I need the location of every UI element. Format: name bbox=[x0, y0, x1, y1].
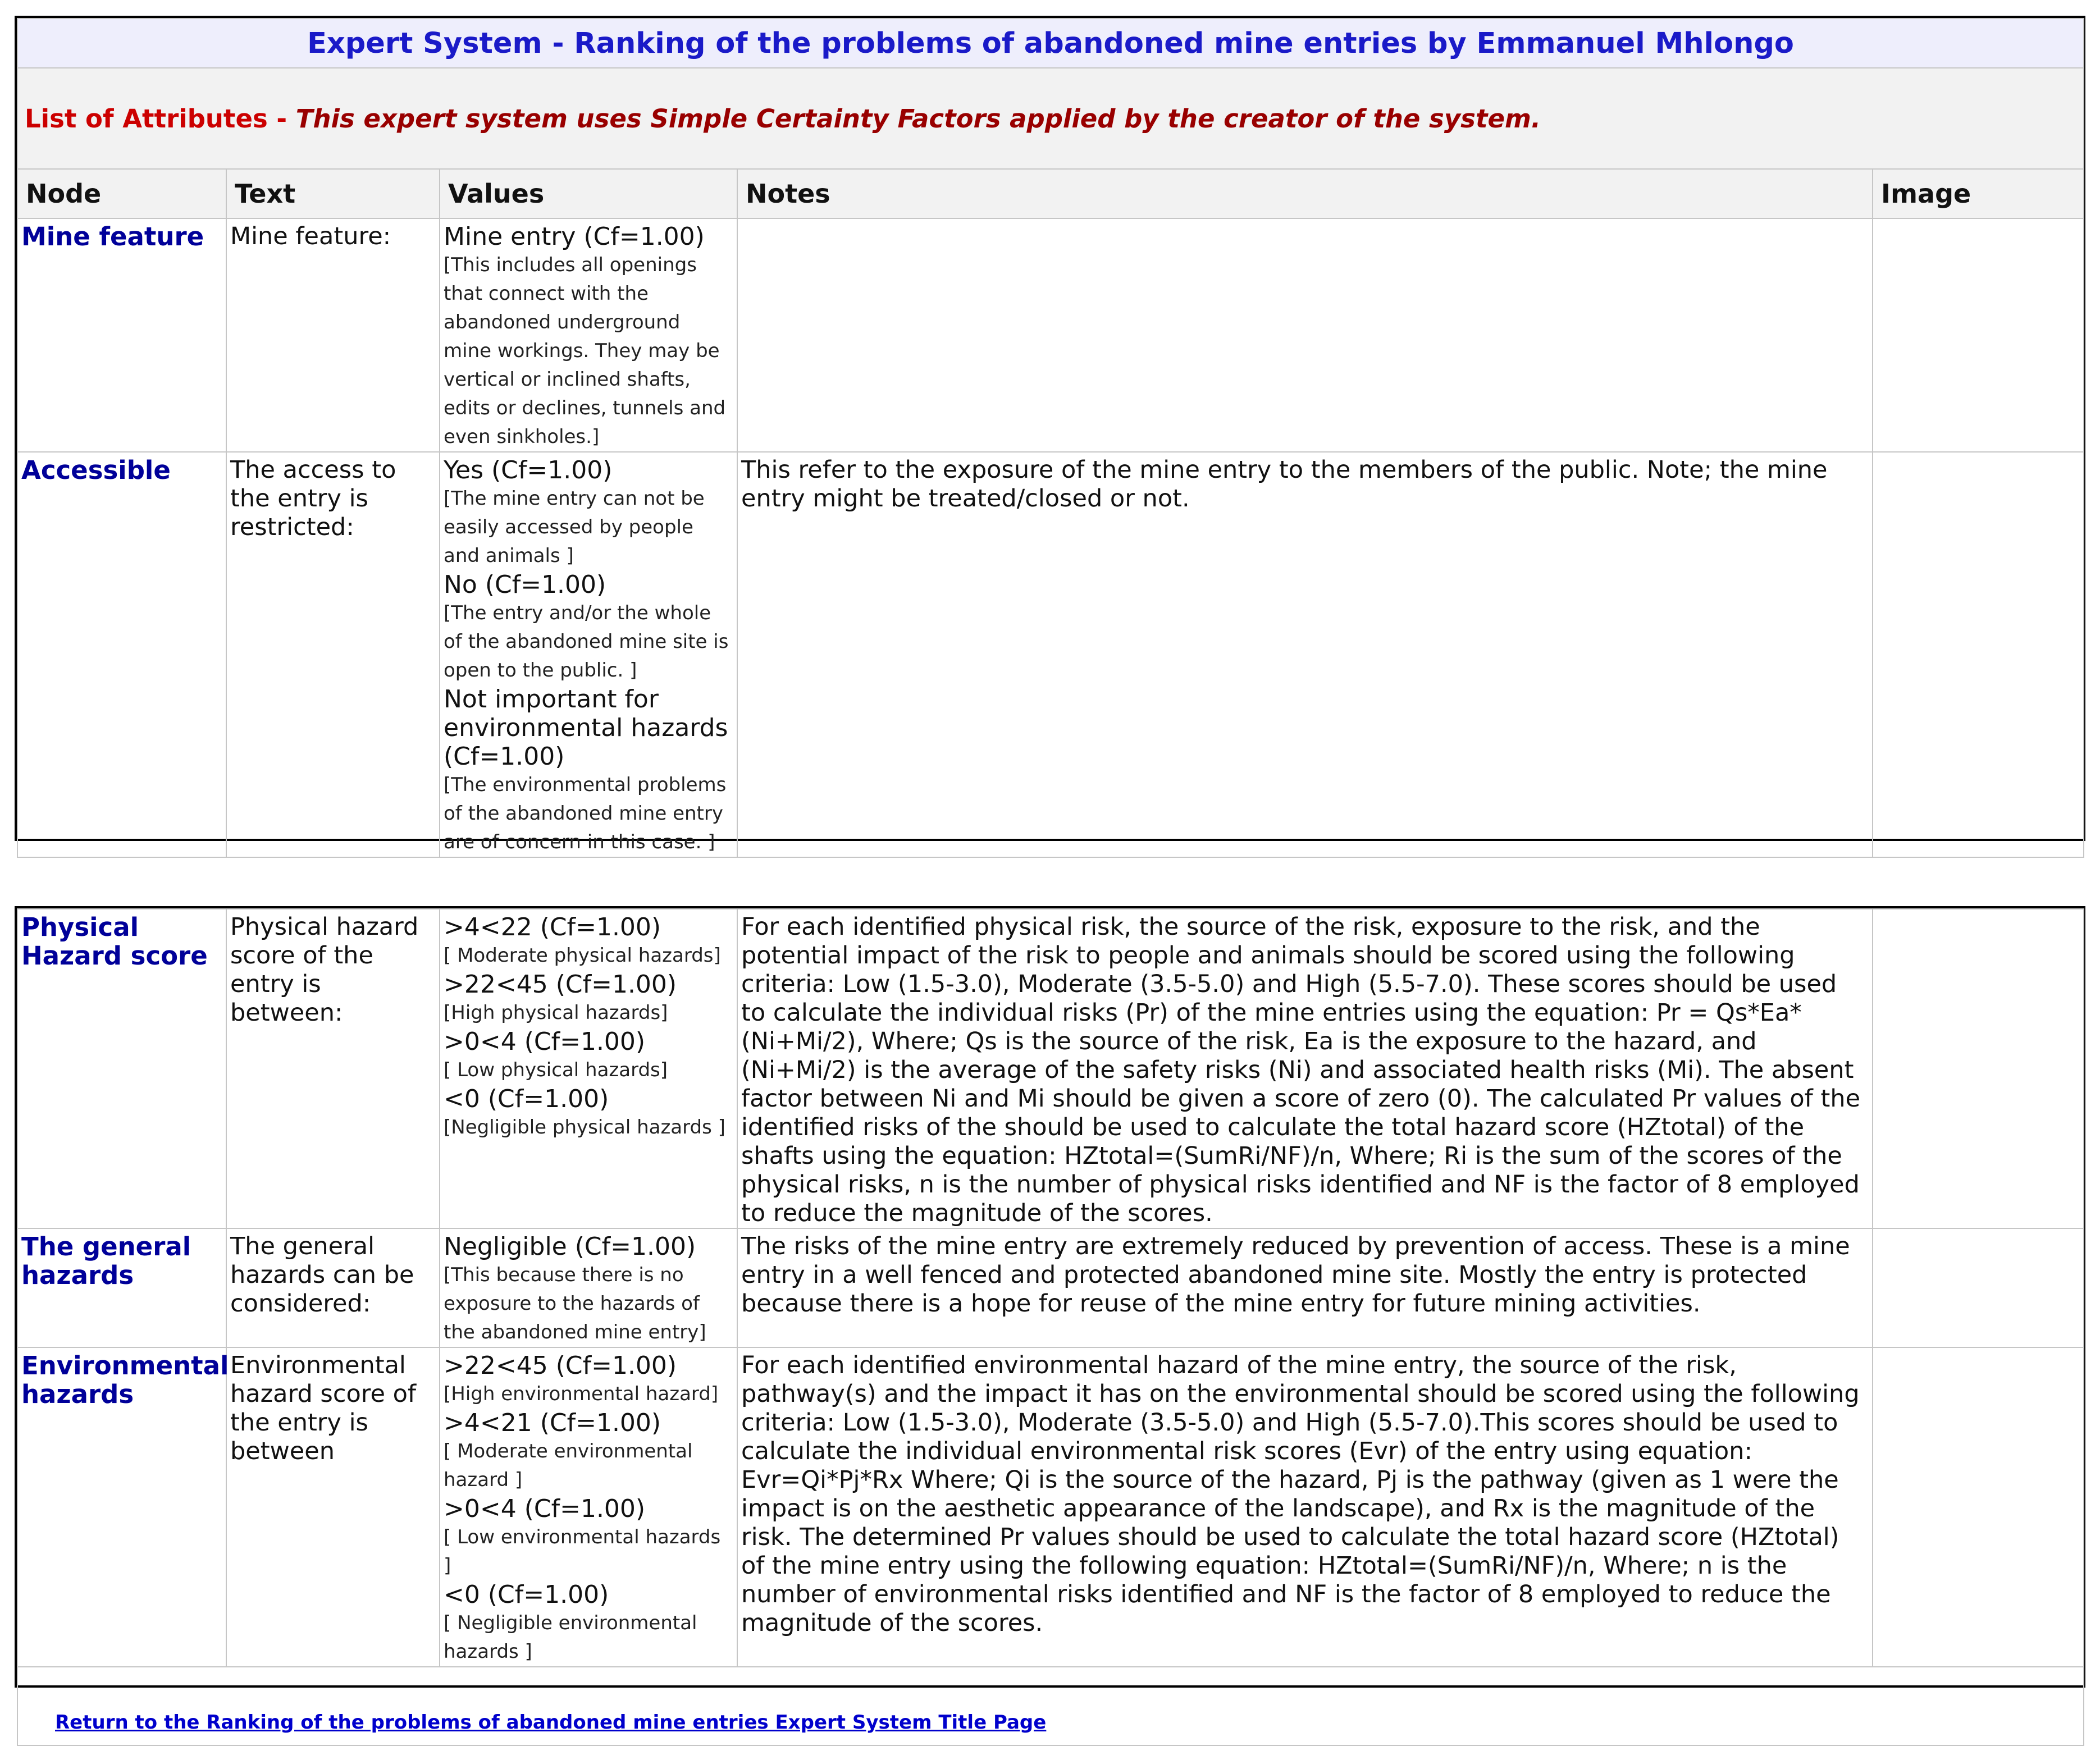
table-row bbox=[17, 452, 2084, 857]
image-cell bbox=[1873, 1347, 2084, 1667]
attributes-panel-bottom bbox=[15, 906, 2085, 1734]
values-physical-hazard-score bbox=[440, 909, 737, 1228]
value-note: [ Low physical hazards] bbox=[444, 1059, 668, 1081]
image-cell bbox=[1873, 1228, 2084, 1347]
values-general-hazards bbox=[440, 1228, 737, 1347]
table-row bbox=[17, 218, 2084, 452]
value-item: >0<4 (Cf=1.00) bbox=[444, 1494, 646, 1523]
value-note: [ Negligible environmental hazards ] bbox=[444, 1612, 697, 1663]
values-mine-feature bbox=[440, 218, 737, 452]
col-header-node: Node bbox=[17, 169, 226, 218]
value-note: [High physical hazards] bbox=[444, 1002, 668, 1024]
col-header-notes: Notes bbox=[737, 169, 1873, 218]
value-item: >22<45 (Cf=1.00) bbox=[444, 970, 677, 999]
text-physical-hazard-score: Physical hazard score of the entry is between: bbox=[226, 909, 440, 1228]
image-cell bbox=[1873, 452, 2084, 857]
attributes-table-bottom bbox=[17, 908, 2084, 1746]
attributes-description: This expert system uses Simple Certainty Factors applied by the creator of the system. bbox=[295, 103, 1541, 134]
image-cell bbox=[1873, 909, 2084, 1228]
value-note: [The entry and/or the whole of the abandoned mine site is open to the public. ] bbox=[444, 602, 729, 682]
value-note: [This includes all openings that connect with the abandoned underground mine workings. They may be vertical or inclined shafts, edits or declines, tunnels and even sinkholes.] bbox=[444, 254, 726, 448]
node-physical-hazard-score: Physical Hazard score bbox=[17, 909, 226, 1228]
text-general-hazards: The general hazards can be considered: bbox=[226, 1228, 440, 1347]
notes-environmental-hazards: For each identified environmental hazard of the mine entry, the source of the risk, pathway(s) and the impact it has on the environmental should be scored using the following criteria: Low (1.5-3.0), Moderate (3.5-5.0) and High (5.5-7.0).This scores should be used to calculate the individual environmental risk scores (Evr) of the entry using equation: Evr=Qi*Pj*Rx Where; Qi is the source of the hazard, Pj is the pathway (given as 1 were the impact is on the aesthetic appearance of the landscape), and Rx is the magnitude of the risk. The determined Pr values should be used to calculate the total hazard score (HZtotal) of the mine entry using the following equation: HZtotal=(SumRi/NF)/n, Where; n is the number of environmental risks identified and NF is the factor of 8 employed to reduce the magnitude of the scores. bbox=[737, 1347, 1873, 1667]
col-header-text: Text bbox=[226, 169, 440, 218]
notes-physical-hazard-score: For each identified physical risk, the source of the risk, exposure to the risk, and the potential impact of the risk to people and animals should be scored using the following criteria: Low (1.5-3.0), Moderate (3.5-5.0) and High (5.5-7.0). These scores should be used to calculate the individual risks (Pr) of the mine entries using the equation: Pr = Qs*Ea*(Ni+Mi/2), Where; Qs is the source of the risk, Ea is the exposure to the hazard, and (Ni+Mi/2) is the average of the safety risks (Ni) and associated health risks (Mi). The absent factor between Ni and Mi should be given a score of zero (0). The calculated Pr values of the identified risks of the should be used to calculate the total hazard score (HZtotal) of the shafts using the equation: HZtotal=(SumRi/NF)/n, Where; Ri is the sum of the scores of the physical risks, n is the number of physical risks identified and NF is the factor of 8 employed to reduce the magnitude of the scores. bbox=[737, 909, 1873, 1228]
page-title: Expert System - Ranking of the problems of abandoned mine entries by Emmanuel Mhlongo bbox=[17, 19, 2084, 68]
value-item: <0 (Cf=1.00) bbox=[444, 1085, 609, 1113]
table-row bbox=[17, 909, 2084, 1228]
value-item: >22<45 (Cf=1.00) bbox=[444, 1351, 677, 1380]
text-mine-feature: Mine feature: bbox=[226, 218, 440, 452]
attributes-table-top bbox=[17, 18, 2084, 858]
node-environmental-hazards: Environmental hazards bbox=[17, 1347, 226, 1667]
table-header bbox=[17, 169, 2084, 218]
value-item: Yes (Cf=1.00) bbox=[444, 456, 613, 485]
value-item: Mine entry (Cf=1.00) bbox=[444, 222, 705, 251]
text-environmental-hazards: Environmental hazard score of the entry is between bbox=[226, 1347, 440, 1667]
return-title-page-link[interactable]: Return to the Ranking of the problems of abandoned mine entries Expert System Title Page bbox=[55, 1711, 1047, 1734]
notes-mine-feature bbox=[737, 218, 1873, 452]
value-note: [ Low environmental hazards ] bbox=[444, 1526, 721, 1577]
subtitle-separator: - bbox=[267, 103, 296, 134]
value-note: [ Moderate physical hazards] bbox=[444, 944, 721, 967]
attributes-label: List of Attributes bbox=[25, 103, 268, 134]
value-item: Negligible (Cf=1.00) bbox=[444, 1232, 696, 1261]
node-accessible: Accessible bbox=[17, 452, 226, 857]
value-item: No (Cf=1.00) bbox=[444, 570, 606, 599]
image-cell bbox=[1873, 218, 2084, 452]
values-accessible bbox=[440, 452, 737, 857]
value-note: [ Moderate environmental hazard ] bbox=[444, 1440, 693, 1491]
footer-row bbox=[17, 1667, 2084, 1745]
value-note: [This because there is no exposure to the hazards of the abandoned mine entry] bbox=[444, 1264, 706, 1343]
attributes-subtitle bbox=[17, 68, 2084, 169]
value-note: [Negligible physical hazards ] bbox=[444, 1116, 725, 1139]
value-item: >4<22 (Cf=1.00) bbox=[444, 913, 661, 941]
value-item: Not important for environmental hazards (Cf=1.00) bbox=[444, 685, 728, 771]
footer-cell bbox=[17, 1667, 2084, 1745]
value-note: [The environmental problems of the abandoned mine entry are of concern in this case. ] bbox=[444, 774, 727, 853]
value-item: >0<4 (Cf=1.00) bbox=[444, 1027, 646, 1056]
values-environmental-hazards bbox=[440, 1347, 737, 1667]
node-mine-feature: Mine feature bbox=[17, 218, 226, 452]
attributes-panel-top bbox=[15, 16, 2085, 853]
value-note: [High environmental hazard] bbox=[444, 1383, 719, 1405]
value-item: <0 (Cf=1.00) bbox=[444, 1580, 609, 1609]
node-general-hazards: The general hazards bbox=[17, 1228, 226, 1347]
value-note: [The mine entry can not be easily accessed by people and animals ] bbox=[444, 487, 705, 567]
notes-general-hazards: The risks of the mine entry are extremely reduced by prevention of access. These is a mine entry in a well fenced and protected abandoned mine site. Mostly the entry is protected because there is a hope for reuse of the mine entry for future mining activities. bbox=[737, 1228, 1873, 1347]
col-header-image: Image bbox=[1873, 169, 2084, 218]
col-header-values: Values bbox=[440, 169, 737, 218]
text-accessible: The access to the entry is restricted: bbox=[226, 452, 440, 857]
table-row bbox=[17, 1228, 2084, 1347]
table-row bbox=[17, 1347, 2084, 1667]
value-item: >4<21 (Cf=1.00) bbox=[444, 1409, 661, 1437]
notes-accessible: This refer to the exposure of the mine entry to the members of the public. Note; the mine entry might be treated/closed or not. bbox=[737, 452, 1873, 857]
